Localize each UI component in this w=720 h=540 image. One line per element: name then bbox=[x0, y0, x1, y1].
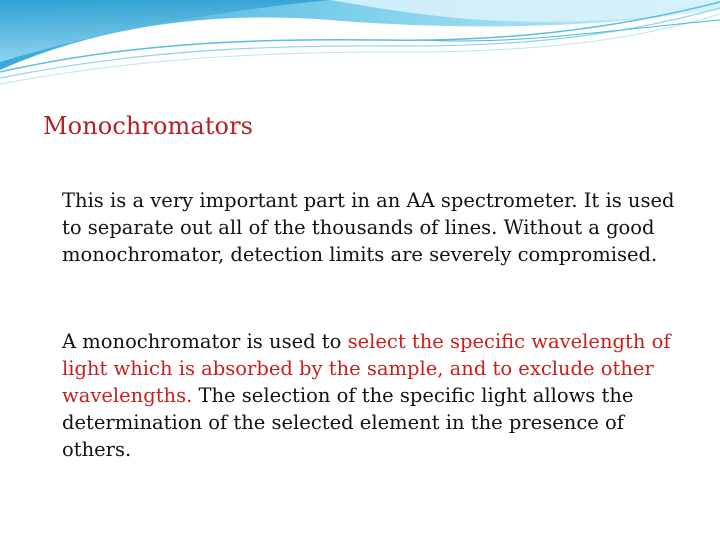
paragraph2-conclusion: The selection of the specific light allows the determination of the selected element in the presence of others. bbox=[62, 384, 634, 461]
paragraph-monochromator-function bbox=[62, 328, 692, 463]
paragraph2-highlight: select the specific wavelength of light which is absorbed by the sample, and to exclude other wavelengths. bbox=[62, 330, 671, 407]
header-swoosh-decoration bbox=[0, 0, 720, 90]
slide-title: Monochromators bbox=[43, 112, 254, 140]
paragraph2-intro: A monochromator is used to bbox=[62, 330, 348, 353]
paragraph-monochromator-importance: This is a very important part in an AA spectrometer. It is used to separate out all of the thousands of lines. Without a good monochromator, detection limits are severely compromised. bbox=[62, 189, 675, 266]
